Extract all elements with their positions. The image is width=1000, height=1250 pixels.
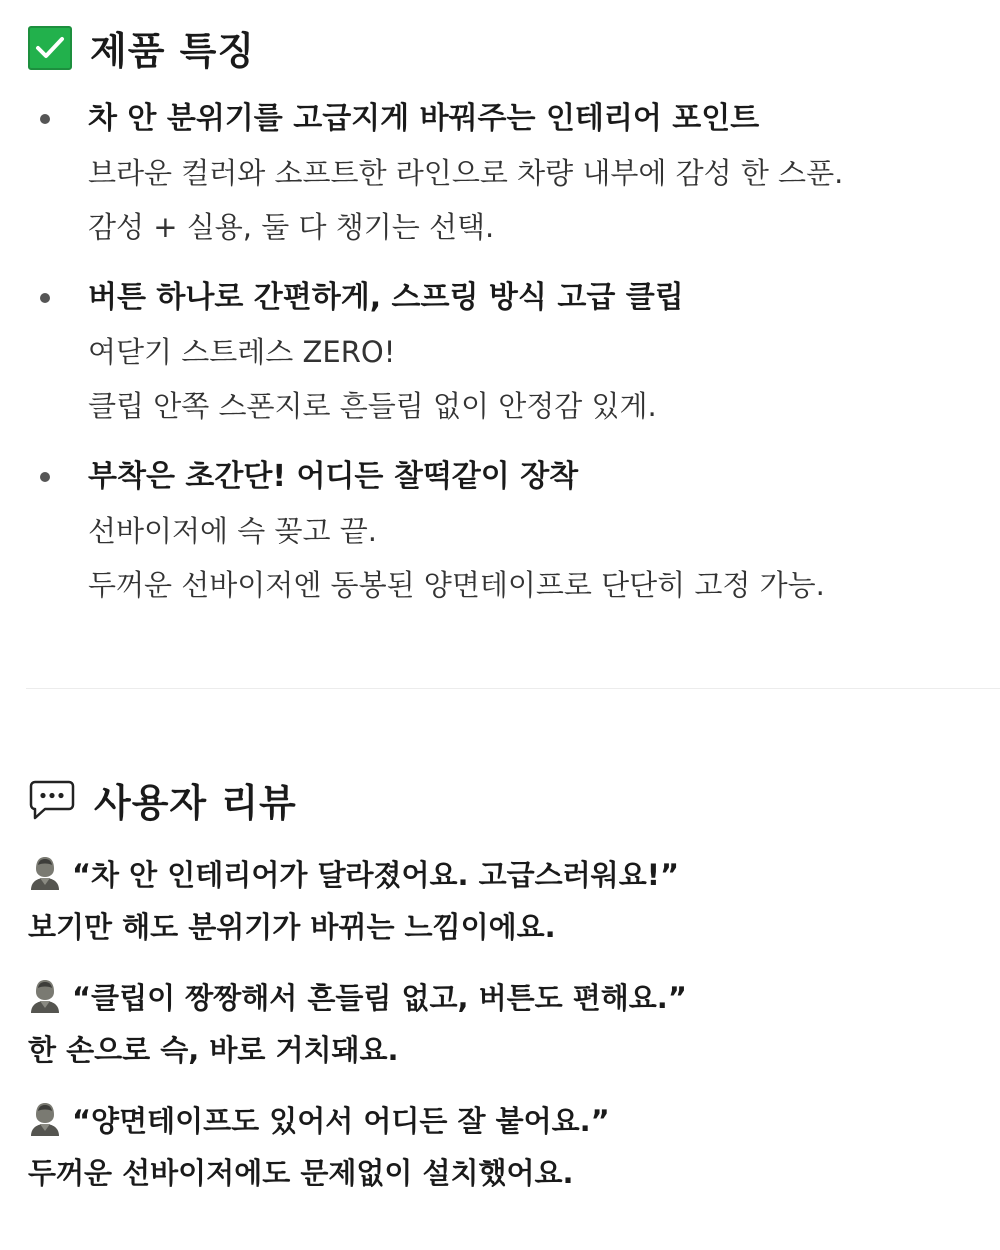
feature-item bbox=[0, 450, 1000, 612]
features-list bbox=[0, 92, 1000, 629]
reviews-heading bbox=[28, 772, 297, 827]
review-quote: “양면테이프도 있어서 어디든 잘 붙어요.” bbox=[72, 1103, 610, 1138]
review-detail: 한 손으로 슥, 바로 거치돼요. bbox=[28, 1033, 399, 1067]
feature-title: 버튼 하나로 간편하게, 스프링 방식 고급 클립 bbox=[88, 280, 684, 315]
review-quote: “차 안 인테리어가 달라졌어요. 고급스러워요!” bbox=[72, 857, 679, 892]
bullet-icon bbox=[40, 114, 50, 124]
feature-item bbox=[0, 271, 1000, 433]
review-detail: 두꺼운 선바이저에도 문제없이 설치했어요. bbox=[28, 1156, 574, 1190]
feature-title: 부착은 초간단! 어디든 찰떡같이 장착 bbox=[88, 459, 579, 494]
check-mark-button-icon bbox=[28, 26, 72, 70]
person-silhouette-icon bbox=[28, 977, 62, 1015]
feature-description: 클립 안쪽 스폰지로 흔들림 없이 안정감 있게. bbox=[88, 389, 657, 423]
review-item bbox=[28, 1092, 988, 1200]
speech-bubble-icon bbox=[28, 778, 76, 822]
features-heading bbox=[28, 20, 255, 75]
review-quote-row bbox=[28, 969, 988, 1023]
features-title: 제품 특징 bbox=[90, 29, 256, 73]
section-divider bbox=[26, 688, 1000, 689]
feature-description: 두꺼운 선바이저엔 동봉된 양면테이프로 단단히 고정 가능. bbox=[88, 568, 825, 602]
feature-description: 브라운 컬러와 소프트한 라인으로 차량 내부에 감성 한 스푼. bbox=[88, 156, 844, 190]
person-silhouette-icon bbox=[28, 854, 62, 892]
review-quote-row bbox=[28, 1092, 988, 1146]
review-detail: 보기만 해도 분위기가 바뀌는 느낌이에요. bbox=[28, 910, 556, 944]
review-item bbox=[28, 969, 988, 1077]
review-quote: “클립이 짱짱해서 흔들림 없고, 버튼도 편해요.” bbox=[72, 980, 687, 1015]
feature-description: 여닫기 스트레스 ZERO! bbox=[88, 335, 396, 369]
feature-title: 차 안 분위기를 고급지게 바꿔주는 인테리어 포인트 bbox=[88, 101, 760, 136]
review-quote-row bbox=[28, 846, 988, 900]
reviews-title: 사용자 리뷰 bbox=[94, 781, 297, 825]
feature-description: 선바이저에 슥 꽂고 끝. bbox=[88, 514, 377, 548]
review-item bbox=[28, 846, 988, 954]
feature-description: 감성 + 실용, 둘 다 챙기는 선택. bbox=[88, 210, 495, 244]
bullet-icon bbox=[40, 472, 50, 482]
feature-item bbox=[0, 92, 1000, 254]
reviews-list bbox=[28, 846, 988, 1215]
person-silhouette-icon bbox=[28, 1100, 62, 1138]
bullet-icon bbox=[40, 293, 50, 303]
